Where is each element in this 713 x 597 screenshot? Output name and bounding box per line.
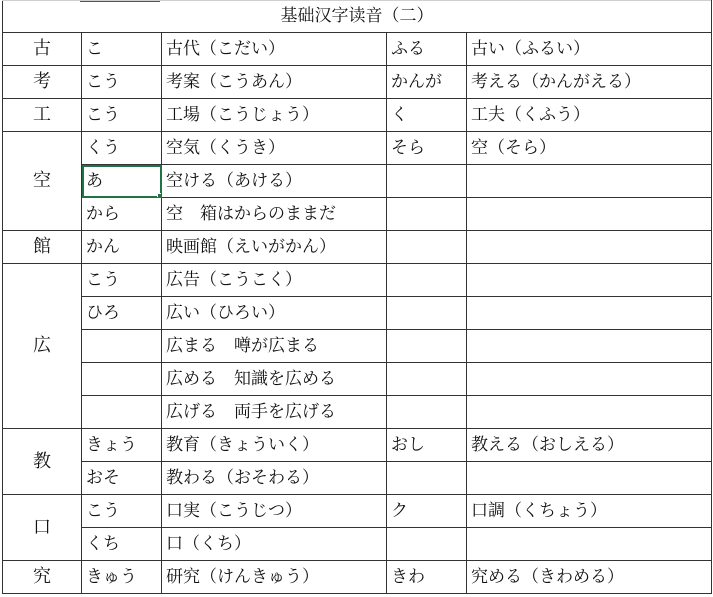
on-example-cell[interactable]: 広げる 両手を広げる [162,396,387,429]
on-example-cell[interactable]: 空ける（あける） [162,165,387,198]
kun-example-cell[interactable] [467,297,712,330]
kun-example-cell[interactable]: 古い（ふるい） [467,33,712,66]
kun-reading-cell[interactable] [387,330,467,363]
on-example-cell[interactable]: 広める 知識を広める [162,363,387,396]
kun-reading-cell[interactable] [387,297,467,330]
table-row [3,165,712,198]
kun-reading-cell[interactable]: ふる [387,33,467,66]
kun-reading-cell[interactable] [387,264,467,297]
table-row [3,297,712,330]
kun-example-cell[interactable] [467,264,712,297]
kanji-reading-table [2,0,712,594]
on-reading-cell[interactable]: こう [82,99,162,132]
sheet-title[interactable]: 基础汉字读音（二） [3,1,712,33]
on-reading-cell[interactable]: こう [82,66,162,99]
on-example-cell[interactable]: 教育（きょういく） [162,429,387,462]
on-example-cell[interactable]: 考案（こうあん） [162,66,387,99]
table-row [3,363,712,396]
table-row [3,429,712,462]
on-reading-cell[interactable]: おそ [82,462,162,495]
kun-reading-cell[interactable] [387,231,467,264]
on-reading-cell[interactable] [82,330,162,363]
on-reading-cell[interactable]: こう [82,264,162,297]
on-reading-cell[interactable] [82,363,162,396]
kanji-cell[interactable]: 考 [3,66,82,99]
on-reading-cell[interactable]: こう [82,495,162,528]
on-reading-cell[interactable]: きょう [82,429,162,462]
kun-reading-cell[interactable]: く [387,99,467,132]
kanji-cell[interactable]: 広 [3,264,82,429]
kun-reading-cell[interactable] [387,528,467,561]
table-row [3,66,712,99]
kun-reading-cell[interactable]: きわ [387,561,467,594]
on-reading-cell[interactable]: きゅう [82,561,162,594]
kun-example-cell[interactable]: 究める（きわめる） [467,561,712,594]
kun-reading-cell[interactable] [387,198,467,231]
kanji-cell[interactable]: 工 [3,99,82,132]
table-row [3,132,712,165]
on-reading-cell[interactable]: くち [82,528,162,561]
kun-reading-cell[interactable] [387,165,467,198]
kanji-cell[interactable]: 口 [3,495,82,561]
selected-cell[interactable]: あ [82,165,162,198]
kun-reading-cell[interactable]: ク [387,495,467,528]
kun-reading-cell[interactable]: おし [387,429,467,462]
kun-reading-cell[interactable] [387,363,467,396]
table-row [3,231,712,264]
on-example-cell[interactable]: 口実（こうじつ） [162,495,387,528]
kanji-cell[interactable]: 究 [3,561,82,594]
on-example-cell[interactable]: 広告（こうこく） [162,264,387,297]
table-row [3,264,712,297]
table-row [3,495,712,528]
title-row [3,1,712,33]
table-row [3,396,712,429]
kun-reading-cell[interactable]: そら [387,132,467,165]
table-row [3,561,712,594]
on-example-cell[interactable]: 空 箱はからのままだ [162,198,387,231]
on-reading-cell[interactable] [82,396,162,429]
kun-example-cell[interactable]: 考える（かんがえる） [467,66,712,99]
kun-reading-cell[interactable] [387,396,467,429]
on-example-cell[interactable]: 空気（くうき） [162,132,387,165]
kun-reading-cell[interactable]: かんが [387,66,467,99]
kanji-cell[interactable]: 教 [3,429,82,495]
kun-example-cell[interactable]: 工夫（くふう） [467,99,712,132]
on-example-cell[interactable]: 工場（こうじょう） [162,99,387,132]
kun-example-cell[interactable] [467,165,712,198]
on-example-cell[interactable]: 教わる（おそわる） [162,462,387,495]
on-reading-cell[interactable]: ひろ [82,297,162,330]
kun-reading-cell[interactable] [387,462,467,495]
kun-example-cell[interactable]: 口調（くちょう） [467,495,712,528]
kun-example-cell[interactable] [467,363,712,396]
kun-example-cell[interactable] [467,231,712,264]
table-row [3,462,712,495]
on-example-cell[interactable]: 研究（けんきゅう） [162,561,387,594]
on-reading-cell[interactable]: かん [82,231,162,264]
kanji-cell[interactable]: 空 [3,132,82,231]
on-example-cell[interactable]: 古代（こだい） [162,33,387,66]
kun-example-cell[interactable] [467,198,712,231]
on-example-cell[interactable]: 広い（ひろい） [162,297,387,330]
table-row [3,330,712,363]
on-example-cell[interactable]: 広まる 噂が広まる [162,330,387,363]
kanji-cell[interactable]: 古 [3,33,82,66]
on-reading-cell[interactable]: から [82,198,162,231]
kun-example-cell[interactable]: 教える（おしえる） [467,429,712,462]
table-row [3,198,712,231]
table-row [3,99,712,132]
kanji-cell[interactable]: 館 [3,231,82,264]
on-reading-cell[interactable]: こ [82,33,162,66]
kun-example-cell[interactable] [467,528,712,561]
kun-example-cell[interactable]: 空（そら） [467,132,712,165]
kun-example-cell[interactable] [467,462,712,495]
kun-example-cell[interactable] [467,396,712,429]
on-example-cell[interactable]: 映画館（えいがかん） [162,231,387,264]
on-reading-cell[interactable]: くう [82,132,162,165]
on-example-cell[interactable]: 口（くち） [162,528,387,561]
kun-example-cell[interactable] [467,330,712,363]
table-row [3,33,712,66]
table-row [3,528,712,561]
